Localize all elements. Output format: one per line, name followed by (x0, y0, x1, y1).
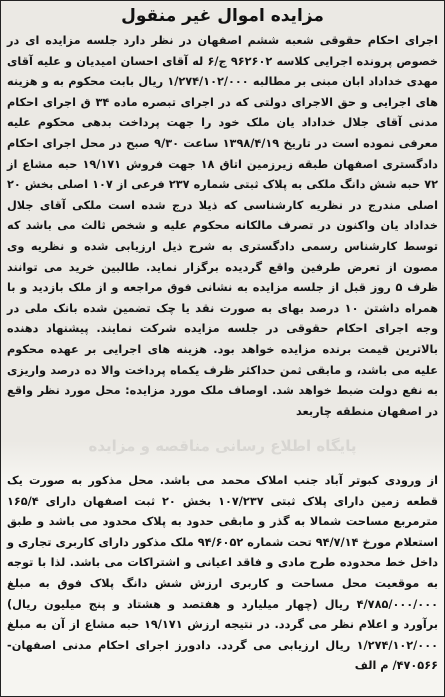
notice-body-part1: اجرای احکام حقوقی شعبه ششم اصفهان در نظر دارد جلسه مزایده ای در خصوص پرونده اجرایی کلاسه ۹۶۲۶۰۲ ج/۶ له آقای احسان امیدیان و علیه آقای مهدی خداداد ابان مبنی بر مطالبه ۱/۲۷۴/۱۰۲/۰۰۰ ریال بابت محکوم به و هزینه های اجرایی و حق الاجرای دولتی که در اجرای تبصره ماده ۳۴ ق اجرای احکام مدنی آقای جلال خداداد یان ملک خود را جهت پرداخت بدهی محکوم علیه معرفی نموده است در تاریخ ۱۳۹۸/۴/۱۹ ساعت ۹/۳۰ صبح در محل اجرای احکام دادگستری اصفهان طبقه زیرزمین اتاق ۱۸ جهت فروش ۱۹/۱۷۱ حبه مشاع از ۷۲ حبه شش دانگ ملکی به پلاک ثبتی شماره ۲۳۷ فرعی از ۱۰۷ اصلی بخش ۲۰ اصلی مندرج در نظریه کارشناسی که ذیلا درج شده است ملکی آقای جلال خداداد یان واکنون در تصرف مالکانه محکوم علیه و شخص ثالث می باشد که توسط کارشناس رسمی دادگستری به شرح ذیل ارزیابی شده و نظریه وی مصون از تعرض طرفین واقع گردیده برگزار نماید. طالبین خرید می توانند ظرف ۵ روز قبل از جلسه مزایده به نشانی فوق مراجعه و از ملک بازدید و با همراه داشتن ۱۰ درصد بهای به صورت نقد یا چک تضمین شده بانک ملی در وجه اجرای احکام حقوقی در جلسه مزایده شرکت نمایند. پیشنهاد دهنده بالاترین قیمت برنده مزایده خواهد بود. هزینه های اجرایی بر عهده محکوم علیه می باشد، و مابقی ثمن حداکثر ظرف یکماه پرداخت والا ده درصد واریزی به نفع دولت ضبط خواهد شد. اوصاف ملک مورد مزایده: محل مورد نظر واقع در اصفهان منطقه چاربعد (7, 34, 438, 418)
notice-title: مزایده اموال غیر منقول (121, 6, 324, 26)
notice-body-part2: از ورودی کبوتر آباد جنب املاک محمد می باشد. محل مذکور به صورت یک قطعه زمین دارای پلاک ثبتی ۱۰۷/۲۳۷ بخش ۲۰ ثبت اصفهان دارای ۱۶۵/۴ مترمربع مساحت شمالا به گذر و مابقی حدود به پلاک محدود می باشد و طبق استعلام مورخ ۹۴/۷/۱۴ تحت شماره ۹۴/۶۰۵۲ ملک مذکور دارای کاربری تجاری و داخل خط محدوده طرح مادی و فاقد اعیانی و اشتراکات می باشد. لذا با توجه به موقعیت محل مساحت و کاربری ارزش شش دانگ پلاک فوق به مبلغ ۴/۷۸۵/۰۰۰/۰۰۰ ریال (چهار میلیارد و هفتصد و هشتاد و پنج میلیون ریال) برآورد و اعلام نظر می گردد. در نتیجه ارزش ۱۹/۱۷۱ حبه مشاع از آن به مبلغ ۱/۲۷۴/۱۰۲/۰۰۰ ریال ارزیابی می گردد. دادورز اجرای احکام مدنی اصفهان- ۴۷۰۵۶۶/ م الف (7, 474, 438, 673)
